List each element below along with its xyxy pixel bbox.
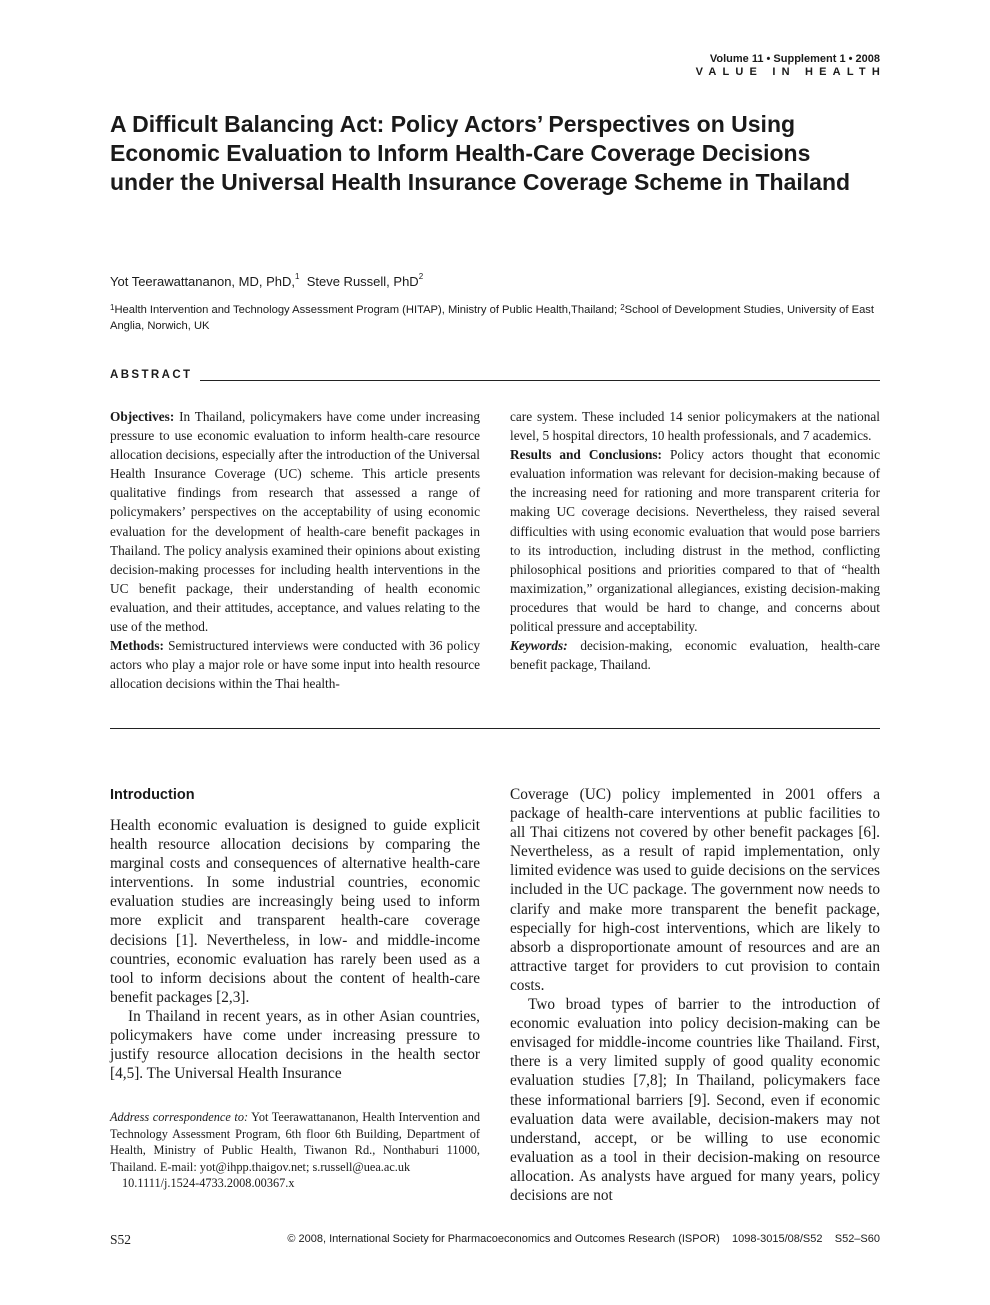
abstract-results-text: Policy actors thought that economic evaluation information was relevant for decision-making because of the increasing need for rationing and more transparent criteria for making UC coverage decisions. Nevertheless, they raised several difficulties with using economic evaluation that would pose barriers to its introduction, including distrust in the method, conflicting philosophical positions and priorities compared to that of “health maximization,” organizational allegiances, existing decision-making procedures that would be hard to change, and concerns about political pressure and acceptability. (510, 447, 880, 635)
abstract-heading-row (110, 369, 880, 381)
body-paragraph: Two broad types of barrier to the introduction of economic evaluation into policy decision-making can be envisaged for middle-income countries like Thailand. First, there is a very limited supply of good quality economic evaluation studies [7,8]; In Thailand, policymakers face these informational barriers [9]. Second, even if economic evaluation data were available, decision-makers may not understand, accept, or be willing to use economic evaluation as a tool in their decision-making on resource allocation. As analysts have argued for many years, policy decisions are not (510, 996, 880, 1204)
correspondence-text: Yot Teerawattananon, Health Intervention and Technology Assessment Program, 6th floor 6th Building, Department of Health, Ministry of Public Health, Tiwanon Rd., Nonthaburi 11000, Thailand. E-mail: yot@ihpp.thaigov.net; s.russell@uea.ac.uk (110, 1110, 480, 1174)
abstract-keywords (510, 636, 880, 674)
abstract-objectives (110, 407, 480, 636)
abstract-results-label: Results and Conclusions: (510, 447, 662, 463)
abstract-results (510, 445, 880, 636)
body-column-right (510, 785, 880, 1205)
author-name: Yot Teerawattananon, MD, PhD, (110, 274, 296, 289)
correspondence-address (110, 1109, 480, 1175)
abstract-column-right (510, 407, 880, 674)
article-title: A Difficult Balancing Act: Policy Actors’ Perspectives on Using Economic Evaluation to Inform Health-Care Coverage Decisions under the Universal Health Insurance Coverage Scheme in Thailand (110, 111, 851, 195)
journal-header (695, 52, 886, 79)
abstract-column-left (110, 407, 480, 693)
affiliation-text: School of Development Studies, University of East Anglia, Norwich, UK (110, 304, 875, 332)
doi: 10.1111/j.1524-4733.2008.00367.x (122, 1176, 295, 1191)
body-column-left (110, 785, 480, 1083)
affiliation-text: Health Intervention and Technology Assessment Program (HITAP), Ministry of Public Health,Thailand; (114, 304, 621, 316)
abstract-methods-text: Semistructured interviews were conducted with 36 policy actors who play a major role or have some input into health resource allocation decisions within the Thai health- (110, 638, 480, 692)
affiliation-mark: 2 (620, 303, 625, 312)
author-affiliation-mark: 2 (418, 272, 424, 281)
abstract-keywords-text: decision-making, economic evaluation, health-care benefit package, Thailand. (510, 638, 880, 673)
author-affiliation-mark: 1 (295, 272, 300, 281)
abstract-methods-continued: care system. These included 14 senior policymakers at the national level, 5 hospital directors, 10 health professionals, and 7 academics. (510, 409, 880, 444)
body-paragraph: Health economic evaluation is designed to guide explicit health resource allocation decisions by comparing the marginal costs and consequences of alternative health-care interventions. In some industrial countries, economic evaluation studies are increasingly being used to inform more explicit and transparent health-care coverage decisions [1]. Nevertheless, in low- and middle-income countries, economic evaluation has rarely been used as a tool to inform decisions about the content of health-care benefit packages [2,3]. (110, 817, 480, 1006)
abstract-divider (200, 380, 880, 381)
abstract-heading: ABSTRACT (110, 369, 193, 381)
body-paragraph: In Thailand in recent years, as in other Asian countries, policymakers have come under increasing pressure to justify resource allocation decisions in the health sector [4,5]. The Universal Health Insurance (110, 1007, 480, 1083)
abstract-methods-label: Methods: (110, 638, 164, 654)
affiliations (110, 302, 880, 334)
journal-name: VALUE IN HEALTH (695, 66, 886, 78)
abstract-methods (110, 636, 480, 693)
abstract-objectives-label: Objectives: (110, 409, 175, 424)
correspondence-label: Address correspondence to: (110, 1110, 249, 1124)
author-name: Steve Russell, PhD (306, 274, 419, 289)
abstract-bottom-divider (110, 728, 880, 729)
affiliation-mark: 1 (110, 303, 115, 312)
abstract-objectives-text: In Thailand, policymakers have come under increasing pressure to use economic evaluation to inform health-care resource allocation decisions, especially after the introduction of the Universal Health Insurance Coverage (UC) scheme. This article presents qualitative findings from research that assessed a range of policymakers’ perspectives on the acceptability of using economic evaluation for the development of health-care benefit packages in Thailand. The policy analysis examined their opinions about existing decision-making processes for including health interventions in the UC benefit package, their understanding of health economic evaluation, and their attitudes, acceptance, and values relating to the use of the method. (110, 409, 480, 635)
abstract-keywords-label: Keywords: (510, 638, 568, 654)
page-number: S52 (110, 1232, 132, 1247)
section-heading-introduction: Introduction (110, 787, 195, 803)
author-list (110, 274, 423, 289)
body-paragraph: Coverage (UC) policy implemented in 2001 offers a package of health-care interventions at public facilities to all Thai citizens not covered by other benefit packages [6]. Nevertheless, as a result of rapid implementation, only limited evidence was used to guide decisions on the services included in the UC package. The government now needs to clarify and make more transparent the benefit package, especially for high-cost interventions, which are likely to absorb a disproportionate amount of resources and are an attractive target for providers to cut provision to contain costs. (510, 786, 881, 994)
journal-volume: Volume 11 • Supplement 1 • 2008 (709, 53, 880, 65)
correspondence-footnote (110, 1109, 480, 1192)
copyright-line: © 2008, International Society for Pharmacoeconomics and Outcomes Research (ISPOR) 1098-3015/08/S52 S52–S60 (287, 1233, 880, 1245)
